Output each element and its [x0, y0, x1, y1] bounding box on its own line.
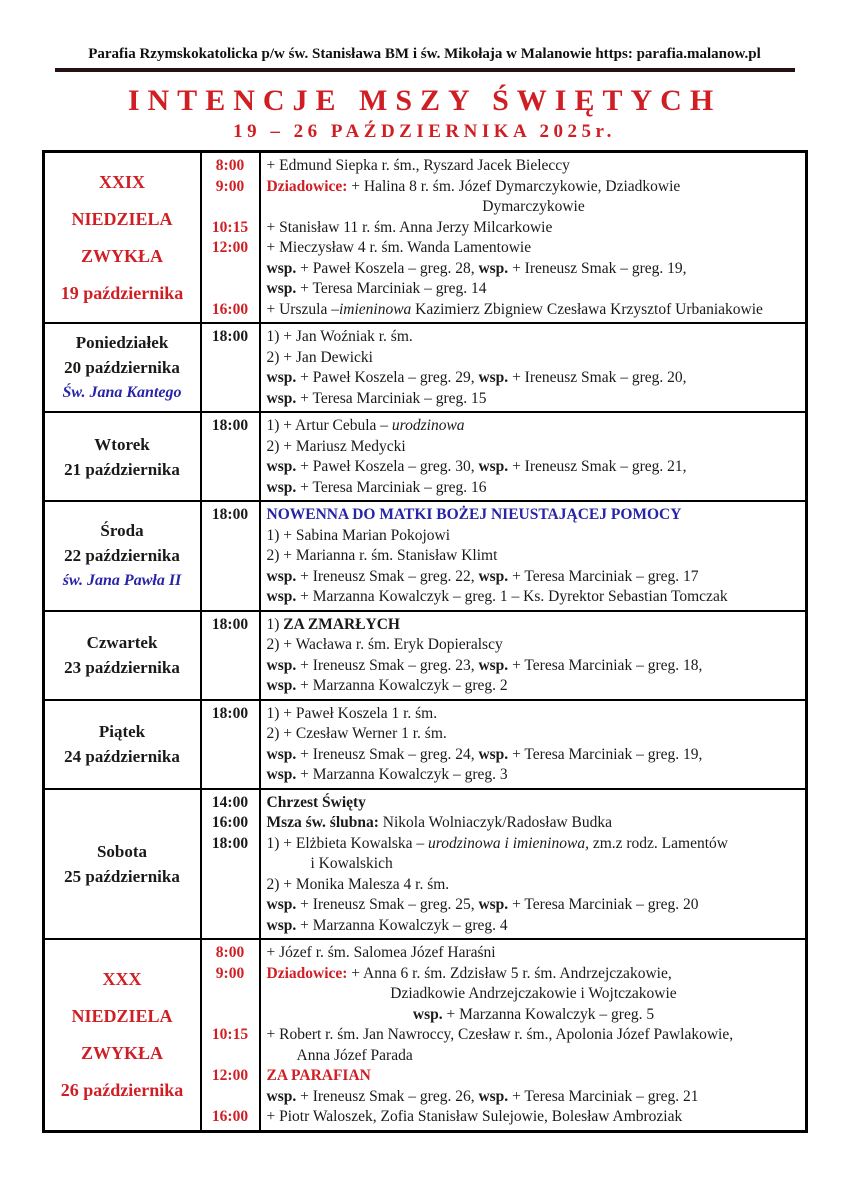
intention-segment: ZA ZMARŁYCH: [283, 615, 400, 633]
day-line: Św. Jana Kantego: [62, 384, 182, 401]
intention-line: [267, 587, 801, 608]
time-label: 10:15: [211, 1026, 249, 1043]
intention-segment: wsp.: [266, 1087, 297, 1105]
intention-line: [267, 567, 801, 588]
time-label: 8:00: [215, 157, 245, 174]
intention-line: [267, 389, 801, 410]
intention-segment: Msza św. ślubna:: [266, 814, 379, 831]
time-label: [202, 1087, 259, 1108]
time-label: [202, 745, 259, 766]
intention-segment: wsp.: [266, 745, 297, 763]
intention-line: [267, 526, 801, 547]
time-cell: [200, 701, 261, 788]
intention-segment: + Ireneusz Smak – greg. 26,: [296, 1087, 479, 1105]
intention-segment: + Urszula –: [266, 300, 339, 318]
time-label: [202, 676, 259, 697]
time-cell: [200, 502, 261, 610]
time-label: [202, 259, 259, 280]
time-label: [202, 1005, 259, 1026]
intention-line: [267, 1025, 801, 1046]
intention-segment: + Ireneusz Smak – greg. 20,: [508, 369, 687, 386]
table-row: [45, 322, 805, 411]
table-row: [45, 153, 805, 322]
day-line: 25 października: [64, 866, 180, 886]
time-label: 18:00: [211, 704, 249, 722]
intention-segment: ZA PARAFIAN: [266, 1067, 371, 1084]
intention-line: [267, 834, 801, 855]
table-row: [45, 938, 805, 1130]
intention-segment: urodzinowa i imieninowa,: [428, 834, 589, 852]
intention-line: [267, 964, 801, 985]
day-line: 21 października: [64, 459, 180, 479]
page-title: INTENCJE MSZY ŚWIĘTYCH: [127, 84, 722, 117]
intention-segment: zm.z rodz. Lamentów: [588, 834, 728, 852]
day-cell: [45, 612, 200, 699]
time-label: [202, 348, 259, 369]
time-label: [202, 567, 259, 588]
intention-segment: wsp.: [266, 389, 297, 407]
intention-line: [267, 478, 801, 499]
intention-segment: + Ireneusz Smak – greg. 23,: [296, 656, 479, 674]
table-row: [45, 610, 805, 699]
intention-segment: + Stanisław 11 r. śm. Anna Jerzy Milcarkowie: [266, 218, 553, 236]
intention-segment: wsp.: [266, 259, 297, 277]
intention-line: [267, 943, 801, 964]
time-label: 9:00: [215, 177, 245, 195]
intention-segment: + Ireneusz Smak – greg. 22,: [296, 567, 479, 585]
time-label: [202, 984, 259, 1005]
intention-segment: + Ireneusz Smak – greg. 21,: [508, 458, 687, 475]
intention-segment: Dziadowice:: [266, 177, 348, 195]
intentions-cell: [261, 153, 805, 322]
time-label: [202, 546, 259, 567]
time-label: 16:00: [211, 300, 249, 318]
table-row: [45, 500, 805, 610]
intention-segment: Nikola Wolniaczyk/Radosław Budka: [378, 814, 612, 831]
intention-segment: wsp.: [266, 280, 297, 297]
time-cell: [200, 413, 261, 500]
day-line: NIEDZIELA: [71, 1005, 173, 1026]
table-row: [45, 699, 805, 788]
intention-segment: 1) + Paweł Koszela 1 r. śm.: [266, 704, 438, 722]
intentions-cell: [261, 413, 805, 500]
header-rule: [55, 68, 795, 72]
time-cell: [200, 612, 261, 699]
intention-segment: wsp.: [478, 567, 509, 585]
time-label: 16:00: [211, 814, 249, 831]
intention-line: [267, 368, 801, 389]
time-label: [202, 279, 259, 300]
intention-segment: + Marzanna Kowalczyk – greg. 2: [296, 677, 508, 694]
intention-segment: wsp.: [266, 369, 297, 386]
day-cell: [45, 502, 200, 610]
day-line: XXIX: [98, 171, 145, 192]
intention-segment: 1) + Elżbieta Kowalska –: [266, 834, 429, 852]
intention-segment: Anna Józef Parada: [296, 1046, 413, 1064]
intention-segment: wsp.: [266, 567, 297, 585]
intention-segment: 1) + Artur Cebula –: [266, 417, 392, 434]
time-label: 18:00: [211, 834, 249, 852]
intention-line: [267, 279, 801, 300]
intention-segment: wsp.: [478, 369, 509, 386]
intention-line: [267, 615, 801, 636]
intention-segment: wsp.: [478, 745, 509, 763]
intention-segment: wsp.: [266, 916, 297, 934]
day-line: Poniedziałek: [75, 333, 169, 352]
intentions-cell: [261, 790, 805, 939]
intention-segment: wsp.: [478, 896, 509, 913]
intention-segment: + Marzanna Kowalczyk – greg. 1 – Ks. Dyrektor Sebastian Tomczak: [296, 588, 728, 605]
intentions-cell: [261, 701, 805, 788]
day-cell: [45, 790, 200, 939]
intention-segment: wsp.: [266, 896, 297, 913]
intention-line: [267, 875, 801, 896]
intention-segment: Dziadkowie Andrzejczakowie i Wojtczakowie: [390, 985, 677, 1002]
intention-line: [267, 704, 801, 725]
intention-line: [267, 765, 801, 786]
intention-line: [267, 676, 801, 697]
intentions-cell: [261, 940, 805, 1130]
intention-line: [267, 197, 801, 218]
intention-segment: + Halina 8 r. śm. Józef Dymarczykowie, Dziadkowie: [347, 177, 681, 195]
day-line: Sobota: [96, 841, 148, 861]
intention-line: [267, 724, 801, 745]
day-line: 26 października: [60, 1079, 184, 1100]
intention-segment: Chrzest Święty: [266, 793, 366, 811]
intention-line: [267, 1107, 801, 1128]
day-line: Piątek: [98, 722, 146, 741]
day-line: NIEDZIELA: [71, 208, 173, 229]
time-label: [202, 457, 259, 478]
intention-line: [267, 238, 801, 259]
parish-header: Parafia Rzymskokatolicka p/w św. Stanisława BM i św. Mikołaja w Malanowie https: parafia.malanow.pl: [88, 46, 761, 62]
day-line: Wtorek: [94, 434, 150, 454]
intention-segment: wsp.: [412, 1005, 443, 1023]
intention-line: [267, 916, 801, 937]
intention-segment: + Teresa Marciniak – greg. 15: [296, 389, 487, 407]
intention-segment: + Teresa Marciniak – greg. 21: [508, 1087, 699, 1105]
intention-line: [267, 984, 801, 1005]
intention-segment: + Józef r. śm. Salomea Józef Haraśni: [266, 944, 496, 961]
intention-segment: 2) + Wacława r. śm. Eryk Dopieralscy: [266, 636, 503, 653]
day-cell: [45, 413, 200, 500]
day-cell: [45, 153, 200, 322]
intention-segment: + Teresa Marciniak – greg. 18,: [508, 656, 703, 674]
intention-line: [267, 348, 801, 369]
time-cell: [200, 153, 261, 322]
intention-segment: Dziadowice:: [266, 964, 348, 982]
intention-segment: wsp.: [266, 656, 297, 674]
intentions-cell: [261, 502, 805, 610]
intention-segment: 2) + Monika Malesza 4 r. śm.: [266, 875, 450, 893]
intention-line: [267, 457, 801, 478]
table-row: [45, 411, 805, 500]
day-cell: [45, 701, 200, 788]
intention-segment: Kazimierz Zbigniew Czesława Krzysztof Urbaniakowie: [411, 300, 763, 318]
time-label: [202, 916, 259, 937]
intention-segment: 2) + Mariusz Medycki: [266, 437, 406, 455]
time-label: [202, 197, 259, 218]
time-label: 16:00: [211, 1108, 249, 1125]
time-label: 18:00: [211, 328, 249, 345]
time-cell: [200, 940, 261, 1130]
intention-segment: i Kowalskich: [310, 855, 393, 872]
intention-segment: wsp.: [478, 1087, 509, 1105]
intention-line: [267, 1087, 801, 1108]
intention-line: [267, 156, 801, 177]
day-line: Czwartek: [86, 633, 158, 652]
intention-segment: + Piotr Waloszek, Zofia Stanisław Sulejowie, Bolesław Ambroziak: [266, 1108, 683, 1125]
intention-segment: wsp.: [478, 458, 509, 475]
intention-segment: wsp.: [266, 458, 297, 475]
intention-line: [267, 745, 801, 766]
time-label: [202, 389, 259, 410]
schedule-table: [42, 150, 808, 1133]
intention-line: [267, 218, 801, 239]
time-label: [202, 587, 259, 608]
intention-segment: + Ireneusz Smak – greg. 19,: [508, 259, 687, 277]
time-label: [202, 854, 259, 875]
time-label: 9:00: [215, 964, 245, 982]
intention-segment: wsp.: [266, 478, 297, 496]
intention-segment: + Teresa Marciniak – greg. 16: [296, 478, 487, 496]
intention-line: [267, 177, 801, 198]
intention-line: [267, 437, 801, 458]
intention-segment: Dymarczykowie: [482, 198, 585, 215]
intention-segment: imieninowa: [338, 300, 412, 318]
time-label: [202, 526, 259, 547]
intention-segment: wsp.: [266, 677, 297, 694]
time-label: [202, 765, 259, 786]
time-label: [202, 656, 259, 677]
intention-segment: + Edmund Siepka r. śm., Ryszard Jacek Bieleccy: [266, 157, 570, 174]
intention-segment: + Robert r. śm. Jan Nawroccy, Czesław r. śm., Apolonia Józef Pawlakowie,: [266, 1026, 734, 1043]
day-line: ZWYKŁA: [80, 1042, 163, 1063]
table-row: [45, 788, 805, 939]
time-label: [202, 635, 259, 656]
time-label: 10:15: [211, 218, 249, 236]
intention-line: [267, 813, 801, 834]
intention-segment: + Paweł Koszela – greg. 30,: [296, 458, 479, 475]
intention-segment: + Mieczysław 4 r. śm. Wanda Lamentowie: [266, 239, 532, 256]
intention-segment: wsp.: [478, 259, 509, 277]
intention-segment: + Marzanna Kowalczyk – greg. 3: [296, 766, 508, 783]
intention-line: [267, 327, 801, 348]
time-label: [202, 478, 259, 499]
intention-line: [267, 300, 801, 321]
intention-segment: wsp.: [478, 656, 509, 674]
day-line: 23 października: [64, 658, 180, 677]
intention-segment: 1) + Sabina Marian Pokojowi: [266, 526, 451, 544]
day-line: 20 października: [64, 358, 180, 377]
time-cell: [200, 324, 261, 411]
intention-segment: 2) + Jan Dewicki: [266, 348, 373, 366]
day-line: 24 października: [64, 747, 180, 766]
intention-line: [267, 1005, 801, 1026]
intentions-cell: [261, 612, 805, 699]
intentions-cell: [261, 324, 805, 411]
day-line: 19 października: [60, 282, 184, 303]
intention-segment: urodzinowa: [391, 417, 465, 434]
time-label: 18:00: [211, 506, 249, 523]
day-line: Środa: [100, 521, 144, 541]
intention-segment: NOWENNA DO MATKI BOŻEJ NIEUSTAJĄCEJ POMOCY: [266, 506, 682, 523]
intention-segment: + Teresa Marciniak – greg. 19,: [508, 745, 703, 763]
intention-segment: + Anna 6 r. śm. Zdzisław 5 r. śm. Andrzejczakowie,: [347, 964, 672, 982]
intention-line: [267, 1066, 801, 1087]
day-line: 22 października: [64, 546, 180, 566]
time-label: 14:00: [211, 793, 249, 811]
intention-segment: + Ireneusz Smak – greg. 25,: [296, 896, 479, 913]
time-label: [202, 368, 259, 389]
day-line: XXX: [102, 968, 142, 989]
intention-segment: 1) + Jan Woźniak r. śm.: [266, 328, 413, 345]
time-label: [202, 1046, 259, 1067]
intention-segment: + Paweł Koszela – greg. 29,: [296, 369, 479, 386]
time-label: [202, 875, 259, 896]
intention-line: [267, 793, 801, 814]
time-cell: [200, 790, 261, 939]
day-line: św. Jana Pawła II: [62, 572, 182, 590]
intention-line: [267, 895, 801, 916]
day-cell: [45, 940, 200, 1130]
intention-segment: 2) + Czesław Werner 1 r. śm.: [266, 725, 447, 742]
intention-line: [267, 505, 801, 526]
intention-segment: + Paweł Koszela – greg. 28,: [296, 259, 479, 277]
intention-line: [267, 1046, 801, 1067]
intention-segment: + Marzanna Kowalczyk – greg. 4: [296, 916, 508, 934]
intention-segment: + Ireneusz Smak – greg. 24,: [296, 745, 479, 763]
intention-segment: wsp.: [266, 766, 297, 783]
time-label: 12:00: [211, 1067, 249, 1084]
time-label: 18:00: [211, 417, 249, 434]
time-label: 18:00: [211, 615, 249, 633]
page-subtitle: 19 – 26 PAŹDZIERNIKA 2025r.: [233, 121, 616, 142]
intention-segment: + Teresa Marciniak – greg. 14: [296, 280, 487, 297]
intention-segment: wsp.: [266, 588, 297, 605]
intention-line: [267, 656, 801, 677]
day-cell: [45, 324, 200, 411]
time-label: 12:00: [211, 239, 249, 256]
intention-segment: 2) + Marianna r. śm. Stanisław Klimt: [266, 547, 498, 564]
intention-line: [267, 416, 801, 437]
intention-line: [267, 854, 801, 875]
time-label: [202, 895, 259, 916]
time-label: [202, 437, 259, 458]
intention-segment: 1): [266, 615, 284, 633]
time-label: [202, 724, 259, 745]
intention-line: [267, 546, 801, 567]
day-line: ZWYKŁA: [80, 245, 163, 266]
intention-segment: + Teresa Marciniak – greg. 20: [508, 896, 699, 913]
intention-segment: + Teresa Marciniak – greg. 17: [508, 567, 699, 585]
intention-line: [267, 635, 801, 656]
intention-segment: + Marzanna Kowalczyk – greg. 5: [442, 1005, 655, 1023]
intention-line: [267, 259, 801, 280]
time-label: 8:00: [215, 944, 245, 961]
